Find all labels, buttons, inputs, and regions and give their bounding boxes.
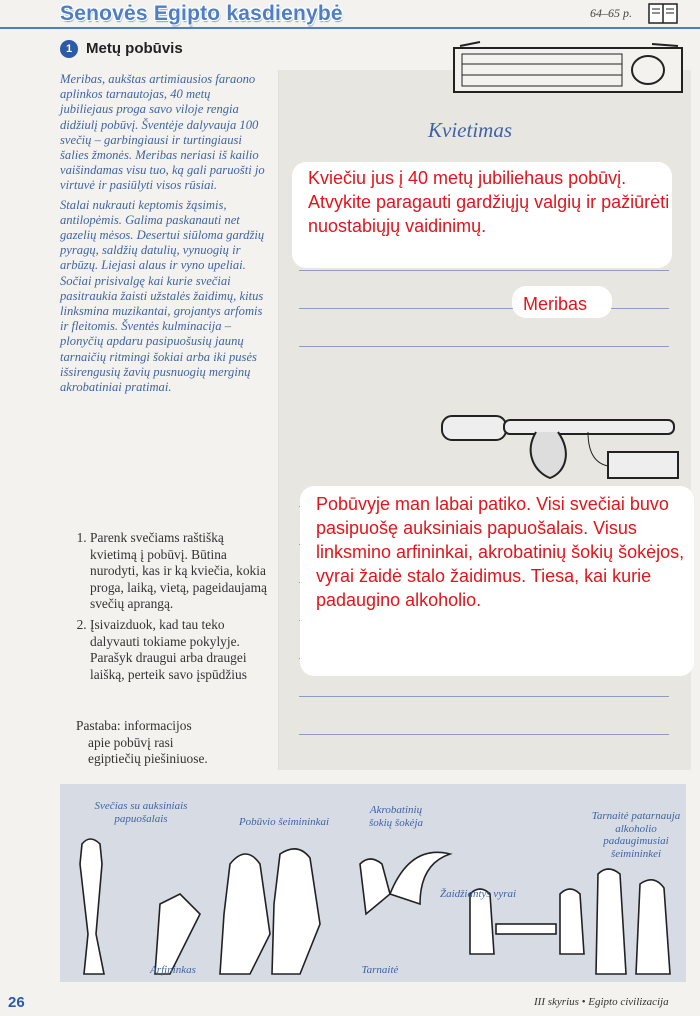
page-number: 26 bbox=[8, 994, 25, 1011]
story-paragraph-2: Stalai nukrauti keptomis žąsimis, antilopėmis. Galima paskanauti net gazelių mėsos. Desertui siūloma gardžių pyragų, saldžių datulių, vynuogių ir arbūzų. Liejasi alaus ir vyno upeliai. Sočiai prisivalgę kai kurie svečiai pasitraukia žaisti užstalės žaidimų, kitus linksmina muzikantai, grojantys arfomis ir fleitomis. Šventės kulminacija – plonyčių apdaru pasipuošusių jaunų tarnaičių ritmingi šokiai arba iki pusės išsirengusių žavių pusnuogių merginų akrobatiniai pratimai. bbox=[60, 197, 265, 395]
task-item-1: 1. Parenk svečiams raštišką kvietimą į pobūvį. Būtina nurodyti, kas ir ką kviečia, kokia proga, laiką, vietą, pageidaujamą svečių aprangą. bbox=[90, 530, 271, 613]
label-players: Žaidžiantys vyrai bbox=[439, 888, 517, 900]
senet-board-image bbox=[452, 40, 684, 98]
egyptian-feast-illustration bbox=[60, 784, 686, 982]
label-servant: Tarnaitė bbox=[361, 964, 399, 976]
note bbox=[76, 718, 276, 768]
ruled-line bbox=[299, 734, 669, 735]
page-reference: 64–65 p. bbox=[590, 6, 632, 20]
ruled-line bbox=[299, 270, 669, 271]
label-servant-right: Tarnaitė patarnauja alkoholio padaugimusiai šeimininkei bbox=[591, 810, 681, 860]
label-guests: Svečias su auksiniais papuošalais bbox=[94, 800, 188, 825]
book-icon bbox=[648, 2, 678, 24]
page-title: Senovės Egipto kasdienybė bbox=[60, 2, 343, 25]
invitation-heading: Kvietimas bbox=[428, 118, 512, 142]
invitation-text: Kviečiu jus į 40 metų jubiliehaus pobūvį. Atvykite paragauti gardžiųjų valgių ir pažiūrėti nuostabiųjų vaidinimų. bbox=[308, 168, 670, 236]
header-divider bbox=[0, 27, 700, 29]
section-number-badge: 1 bbox=[60, 40, 78, 58]
note-line-1: Pastaba: informacijos bbox=[76, 718, 192, 733]
note-line-2: apie pobūvį rasi bbox=[88, 734, 174, 750]
impressions-text: Pobūvyje man labai patiko. Visi svečiai buvo pasipuošę auksiniais papuošalais. Visus linksmino arfininkai, akrobatinių šokių šokėjos, vyrai žaidė stalo žaidimus. Tiesa, kai kurie padaugino alkoholio. bbox=[316, 494, 685, 610]
task-item-2: 2. Įsivaizduok, kad tau teko dalyvauti tokiame pokylyje. Parašyk draugui arba draugei laišką, perteik savo įspūdžius bbox=[90, 617, 271, 683]
label-harpist: Arfininkas bbox=[150, 964, 196, 976]
task-list bbox=[76, 530, 271, 687]
ruled-line bbox=[299, 346, 669, 347]
papyrus-scroll-image bbox=[438, 402, 684, 490]
label-hosts: Pobūvio šeimininkai bbox=[238, 816, 330, 828]
ruled-line bbox=[299, 308, 669, 309]
label-acrobat: Akrobatinių šokių šokėja bbox=[368, 804, 424, 829]
invitation-signature: Meribas bbox=[523, 294, 588, 314]
section-title: Metų pobūvis bbox=[86, 40, 183, 57]
footer-chapter: III skyrius • Egipto civilizacija bbox=[534, 996, 669, 1008]
note-line-3: egiptiečių piešiniuose. bbox=[88, 751, 208, 767]
story-text bbox=[60, 72, 265, 399]
story-paragraph-1: Meribas, aukštas artimiausios faraono aplinkos tarnautojas, 40 metų jubiliejaus proga savo viloje rengia didžiulį pobūvį. Šventėje dalyvauja 100 svečių – garbingiausi ir turtingiausi šalies žmonės. Meribas neriasi iš kailio vaišindamas visu tuo, ką gali paruošti jo virtuvė ir pasiūlyti visos rūsiai. bbox=[60, 72, 265, 193]
ruled-line bbox=[299, 696, 669, 697]
